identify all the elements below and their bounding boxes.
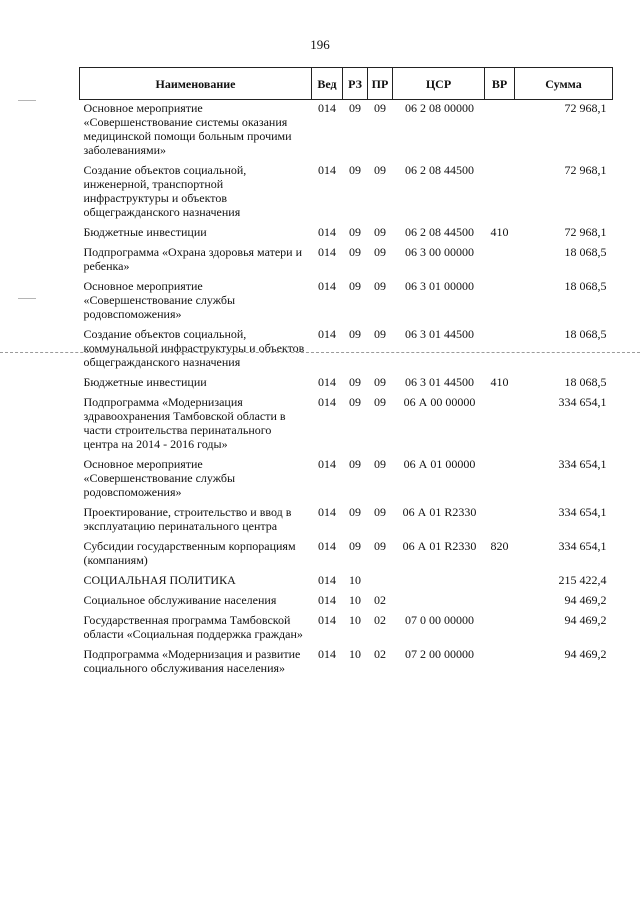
row-vr [485,646,515,680]
row-rz: 09 [349,163,361,177]
row-name: Проектирование, строительство и ввод в эксплуатацию перинатального центра [83,505,292,533]
row-rz: 10 [349,613,361,627]
row-ved: 014 [318,163,336,177]
row-csr: 06 А 01 R2330 [402,539,477,553]
table-row [80,244,613,278]
page-number: 196 [310,37,330,52]
scan-margin-mark [18,100,36,101]
row-vr: 410 [490,375,509,389]
row-csr: 06 2 08 44500 [405,225,474,239]
row-vr: 410 [490,225,509,239]
row-vr [485,592,515,612]
row-vr [485,326,515,374]
table-row [80,456,613,504]
row-sum: 18 068,5 [564,279,607,293]
row-name: Создание объектов социальной, коммунальной инфраструктуры и объектов общегражданского назначения [83,327,305,369]
row-rz: 09 [349,539,361,553]
row-ved: 014 [318,593,336,607]
header-rz: РЗ [343,68,368,100]
table-row [80,100,613,163]
row-rz: 09 [349,101,361,115]
row-sum: 215 422,4 [558,573,607,587]
header-ved: Вед [312,68,343,100]
row-ved: 014 [318,647,336,661]
row-name: Подпрограмма «Охрана здоровья матери и ребенка» [83,245,302,273]
row-name: Субсидии государственным корпорациям (компаниям) [83,539,296,567]
row-pr: 09 [374,279,386,293]
row-rz: 09 [349,245,361,259]
row-pr: 09 [374,395,386,409]
header-csr: ЦСР [393,68,485,100]
row-ved: 014 [318,539,336,553]
table-row [80,538,613,572]
row-rz: 09 [349,225,361,239]
row-rz: 10 [349,573,361,587]
row-name: Основное мероприятие «Совершенствование системы оказания медицинской помощи больным прочими заболеваниями» [83,101,292,157]
row-name: Подпрограмма «Модернизация и развитие социального обслуживания населения» [83,647,301,675]
row-sum: 334 654,1 [558,505,607,519]
row-sum: 18 068,5 [564,245,607,259]
row-name: Основное мероприятие «Совершенствование службы родовспоможения» [83,457,236,499]
row-csr [393,572,485,592]
row-sum: 94 469,2 [564,593,607,607]
row-ved: 014 [318,279,336,293]
scan-artifact-line [0,352,640,353]
row-pr [368,572,393,592]
row-csr: 06 А 00 00000 [403,395,476,409]
row-vr [485,612,515,646]
row-name: Государственная программа Тамбовской области «Социальная поддержка граждан» [83,613,303,641]
row-vr [485,394,515,456]
row-name: Основное мероприятие «Совершенствование службы родовспоможения» [83,279,236,321]
row-vr [485,456,515,504]
row-sum: 72 968,1 [564,101,607,115]
row-sum: 94 469,2 [564,647,607,661]
row-pr: 09 [374,101,386,115]
table-header [80,68,613,100]
row-pr: 09 [374,375,386,389]
row-csr: 07 0 00 00000 [405,613,474,627]
header-name: Наименование [80,68,312,100]
scan-margin-mark [18,298,36,299]
table-row [80,572,613,592]
row-pr: 09 [374,457,386,471]
row-vr [485,162,515,224]
row-csr [393,592,485,612]
row-vr [485,244,515,278]
row-pr: 09 [374,163,386,177]
header-pr: ПР [368,68,393,100]
table-row [80,646,613,680]
row-sum: 18 068,5 [564,375,607,389]
row-pr: 09 [374,245,386,259]
row-csr: 06 3 01 00000 [405,279,474,293]
row-sum: 94 469,2 [564,613,607,627]
row-pr: 09 [374,505,386,519]
row-vr [485,100,515,163]
row-ved: 014 [318,573,336,587]
row-rz: 09 [349,279,361,293]
row-name: Создание объектов социальной, инженерной, транспортной инфраструктуры и объектов общегражданского назначения [83,163,247,219]
row-name: Бюджетные инвестиции [83,375,207,389]
table-row [80,162,613,224]
row-ved: 014 [318,327,336,341]
row-ved: 014 [318,613,336,627]
row-vr [485,278,515,326]
row-vr [485,504,515,538]
row-name: Подпрограмма «Модернизация здравоохранения Тамбовской области в части строительства перинатального центра на 2014 - 2016 годы» [83,395,286,451]
row-rz: 10 [349,647,361,661]
row-sum: 72 968,1 [564,225,607,239]
table-row [80,278,613,326]
row-pr: 09 [374,539,386,553]
table-row [80,504,613,538]
row-name: Социальное обслуживание населения [83,593,277,607]
row-pr: 09 [374,225,386,239]
row-csr: 06 3 01 44500 [405,327,474,341]
row-rz: 10 [349,593,361,607]
row-csr: 06 А 01 00000 [403,457,476,471]
row-vr [485,572,515,592]
table-row [80,326,613,374]
table-row [80,374,613,394]
row-name: СОЦИАЛЬНАЯ ПОЛИТИКА [83,573,236,587]
row-rz: 09 [349,395,361,409]
row-ved: 014 [318,457,336,471]
row-sum: 334 654,1 [558,395,607,409]
row-rz: 09 [349,457,361,471]
row-pr: 09 [374,327,386,341]
row-ved: 014 [318,101,336,115]
row-csr: 06 2 08 00000 [405,101,474,115]
row-sum: 334 654,1 [558,539,607,553]
row-name: Бюджетные инвестиции [83,225,207,239]
row-ved: 014 [318,245,336,259]
row-ved: 014 [318,375,336,389]
row-sum: 72 968,1 [564,163,607,177]
row-rz: 09 [349,505,361,519]
row-rz: 09 [349,375,361,389]
row-vr: 820 [490,539,509,553]
row-ved: 014 [318,225,336,239]
row-csr: 06 А 01 R2330 [402,505,477,519]
header-vr: ВР [485,68,515,100]
table-row [80,612,613,646]
table-row [80,592,613,612]
table-row [80,394,613,456]
table-body [80,100,613,681]
row-ved: 014 [318,395,336,409]
header-sum: Сумма [515,68,613,100]
budget-table [79,67,613,680]
row-sum: 334 654,1 [558,457,607,471]
row-csr: 06 3 00 00000 [405,245,474,259]
row-pr: 02 [374,613,386,627]
row-csr: 06 2 08 44500 [405,163,474,177]
row-csr: 07 2 00 00000 [405,647,474,661]
row-ved: 014 [318,505,336,519]
row-csr: 06 3 01 44500 [405,375,474,389]
row-pr: 02 [374,647,386,661]
table-row [80,224,613,244]
row-sum: 18 068,5 [564,327,607,341]
row-rz: 09 [349,327,361,341]
row-pr: 02 [374,593,386,607]
